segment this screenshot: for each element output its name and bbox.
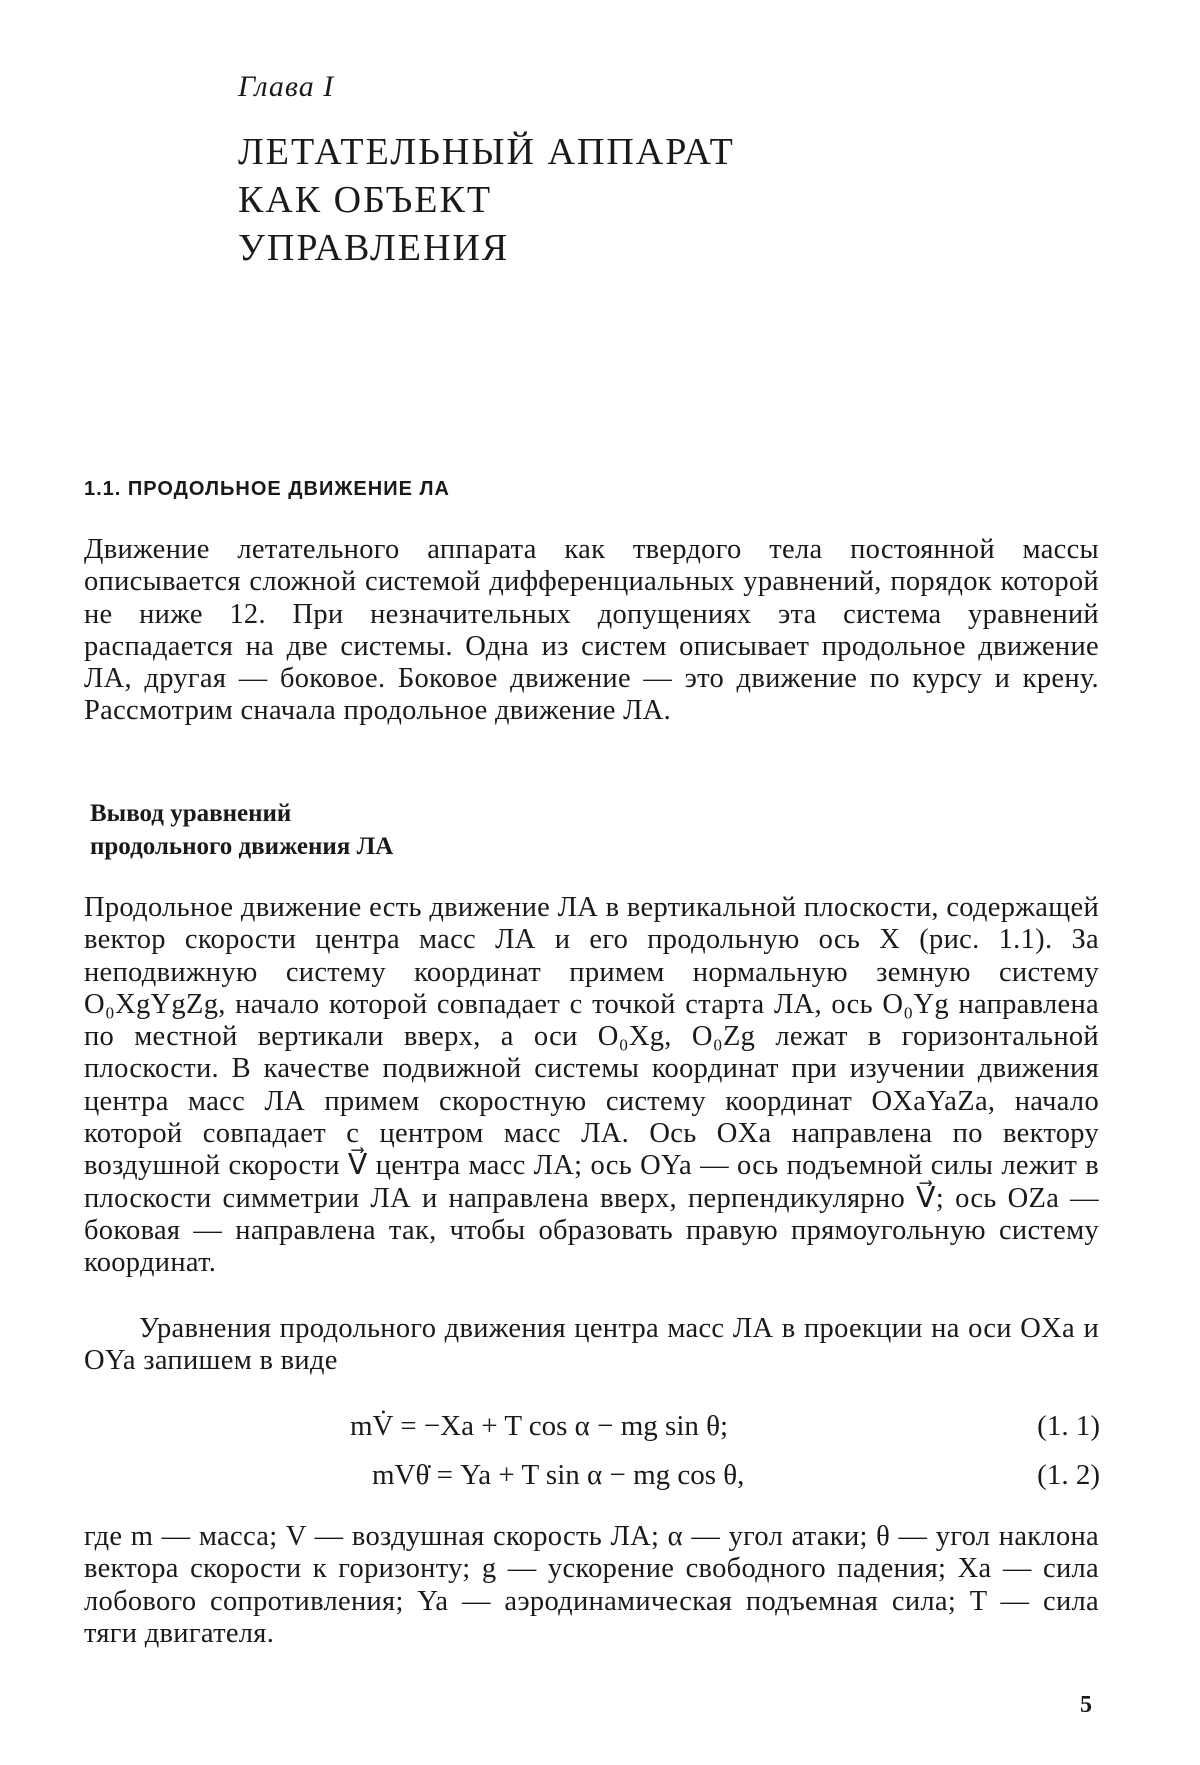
definitions-paragraph: где m — масса; V — воздушная скорость ЛА; α — угол атаки; θ — угол наклона вектора скорости к горизонту; g — ускорение свободного падения; Xa — сила лобового сопротивления; Ya — аэродинамическая подъемная сила; T — сила тяги двигателя. [84, 1521, 1099, 1649]
section-heading: 1.1. ПРОДОЛЬНОЕ ДВИЖЕНИЕ ЛА [84, 478, 450, 500]
chapter-title-line: ЛЕТАТЕЛЬНЫЙ АППАРАТ [238, 131, 735, 173]
page-number: 5 [1080, 1692, 1092, 1718]
subsection-heading-line: Вывод уравнений [90, 800, 292, 827]
longitudinal-motion-paragraph: Продольное движение есть движение ЛА в вертикальной плоскости, содержащей вектор скорости центра масс ЛА и его продольную ось X (рис. 1.1). За неподвижную систему координат примем нормальную земную систему O₀XgYgZg, начало которой совпадает с точкой старта ЛА, ось O₀Yg направлена по местной вертикали вверх, а оси O₀Xg, O₀Zg лежат в горизонтальной плоскости. В качестве подвижной системы координат при изучении движения центра масс ЛА примем скоростную систему координат OXaYaZa, начало которой совпадает с центром масс ЛА. Ось OXa направлена по вектору воздушной скорости V⃗ центра масс ЛА; ось OYa — ось подъемной силы лежит в плоскости симметрии ЛА и направлена вверх, перпендикулярно V⃗; ось OZa — боковая — направлена так, чтобы образовать правую прямоугольную систему координат. [84, 892, 1099, 1279]
subsection-heading-line: продольного движения ЛА [90, 833, 394, 860]
chapter-title [238, 128, 735, 272]
chapter-label: Глава I [238, 70, 335, 103]
intro-paragraph: Движение летательного аппарата как твердого тела постоянной массы описывается сложной системой дифференциальных уравнений, порядок которой не ниже 12. При незначительных допущениях эта система уравнений распадается на две системы. Одна из систем описывает продольное движение ЛА, другая — боковое. Боковое движение — это движение по курсу и крену. Рассмотрим сначала продольное движение ЛА. [84, 534, 1099, 727]
equation-number: (1. 1) [1037, 1410, 1100, 1442]
equation-formula: mVθ̇ = Ya + T sin α − mg cos θ, [372, 1459, 745, 1491]
equation-1-1 [0, 1410, 1100, 1450]
subsection-heading [90, 797, 393, 863]
equation-number: (1. 2) [1037, 1459, 1100, 1491]
chapter-title-line: КАК ОБЪЕКТ [238, 179, 493, 221]
chapter-title-line: УПРАВЛЕНИЯ [238, 227, 510, 269]
equation-formula: mV̇ = −Xa + T cos α − mg sin θ; [350, 1410, 729, 1442]
equations-intro-paragraph: Уравнения продольного движения центра масс ЛА в проекции на оси OXa и OYa запишем в виде [84, 1313, 1099, 1377]
equation-1-2 [0, 1459, 1100, 1499]
